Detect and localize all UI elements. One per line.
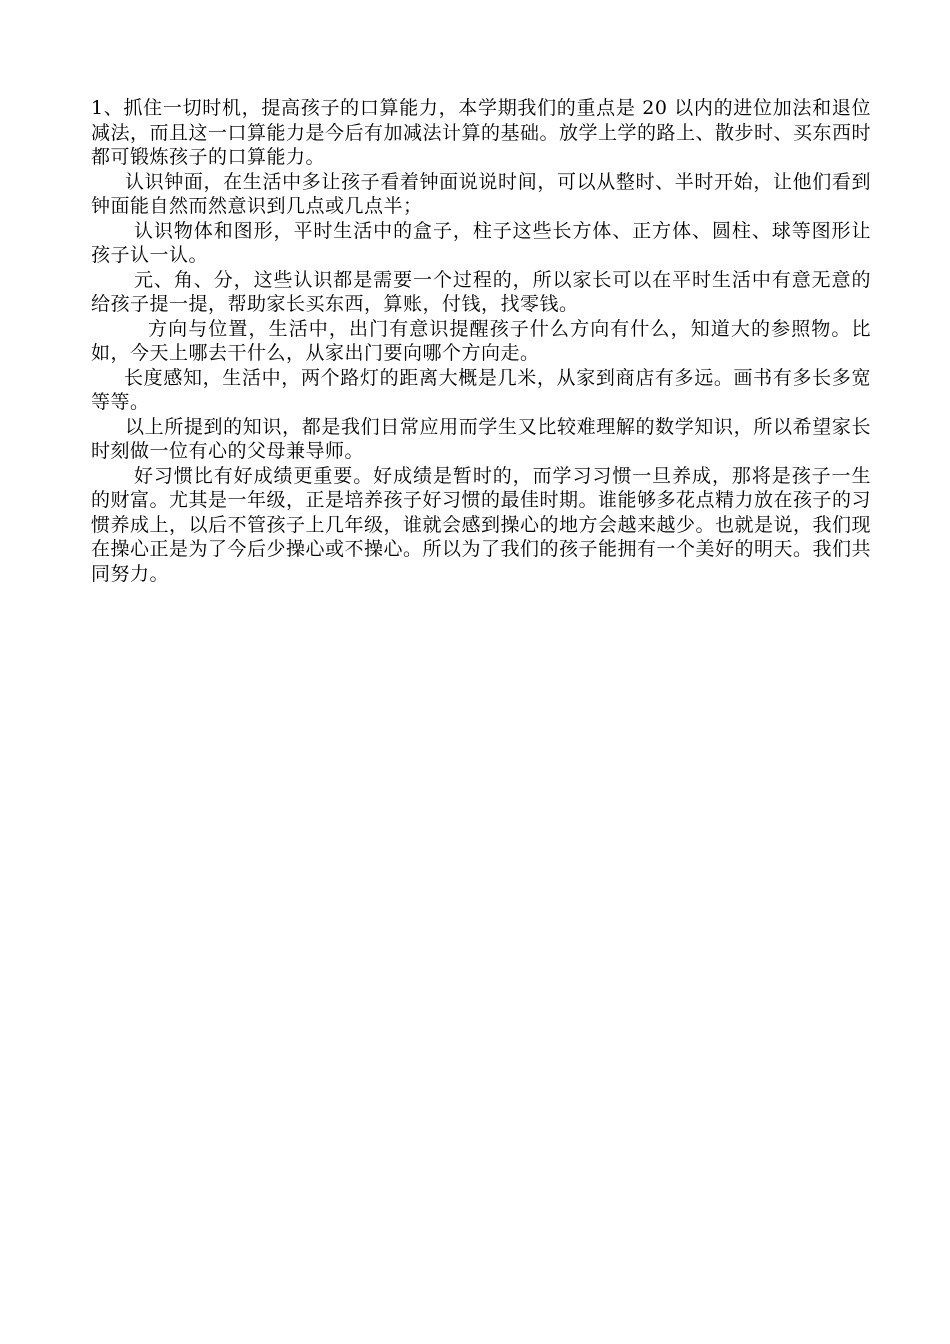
paragraph-summary: 以上所提到的知识，都是我们日常应用而学生又比较难理解的数学知识，所以希望家长时刻做一位有心的父母兼导师。 <box>91 415 871 462</box>
paragraph-direction: 方向与位置，生活中，出门有意识提醒孩子什么方向有什么，知道大的参照物。比如，今天上哪去干什么，从家出门要向哪个方向走。 <box>91 317 871 364</box>
paragraph-clock-face: 认识钟面，在生活中多让孩子看着钟面说说时间，可以从整时、半时开始，让他们看到钟面能自然而然意识到几点或几点半； <box>91 170 871 217</box>
paragraph-good-habits: 好习惯比有好成绩更重要。好成绩是暂时的，而学习习惯一旦养成，那将是孩子一生的财富。尤其是一年级，正是培养孩子好习惯的最佳时期。谁能够多花点精力放在孩子的习惯养成上，以后不管孩子上几年级，谁就会感到操心的地方会越来越少。也就是说，我们现在操心正是为了今后少操心或不操心。所以为了我们的孩子能拥有一个美好的明天。我们共同努力。 <box>91 464 872 585</box>
document-body <box>91 96 871 586</box>
paragraph-money: 元、角、分，这些认识都是需要一个过程的，所以家长可以在平时生活中有意无意的给孩子提一提，帮助家长买东西，算账，付钱，找零钱。 <box>91 268 871 315</box>
paragraph-oral-arithmetic: 1、抓住一切时机，提高孩子的口算能力，本学期我们的重点是 20 以内的进位加法和退位减法，而且这一口算能力是今后有加减法计算的基础。放学上学的路上、散步时、买东西时都可锻炼孩子的口算能力。 <box>91 97 872 168</box>
paragraph-shapes: 认识物体和图形，平时生活中的盒子，柱子这些长方体、正方体、圆柱、球等图形让孩子认一认。 <box>91 219 871 266</box>
paragraph-length: 长度感知，生活中，两个路灯的距离大概是几米，从家到商店有多远。画书有多长多宽等等。 <box>91 366 871 413</box>
